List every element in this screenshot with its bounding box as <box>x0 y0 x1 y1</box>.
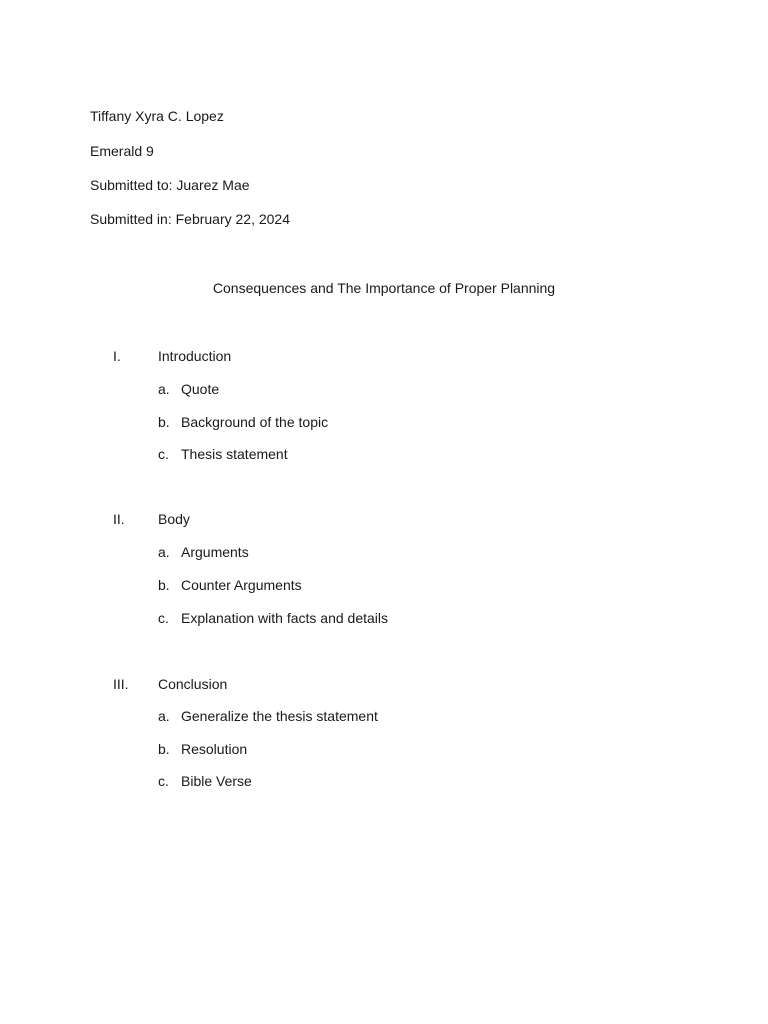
section-numeral: III. <box>113 676 129 692</box>
section-numeral: I. <box>113 348 121 364</box>
section-label: Body <box>158 511 190 527</box>
item-letter: c. <box>158 446 169 462</box>
item-letter: b. <box>158 741 170 757</box>
item-text: Generalize the thesis statement <box>181 708 378 724</box>
item-text: Bible Verse <box>181 773 252 789</box>
item-text: Counter Arguments <box>181 577 302 593</box>
document-title: Consequences and The Importance of Proper Planning <box>212 280 556 296</box>
section-label: Conclusion <box>158 676 228 692</box>
item-letter: b. <box>158 414 170 430</box>
student-name: Tiffany Xyra C. Lopez <box>90 108 224 124</box>
item-letter: a. <box>158 708 170 724</box>
item-letter: c. <box>158 610 169 626</box>
section-numeral: II. <box>113 511 125 527</box>
item-text: Quote <box>181 381 220 397</box>
item-letter: a. <box>158 381 170 397</box>
item-letter: b. <box>158 577 170 593</box>
section-label: Introduction <box>158 348 232 364</box>
submitted-to: Submitted to: Juarez Mae <box>90 177 250 193</box>
submitted-in: Submitted in: February 22, 2024 <box>90 211 291 227</box>
item-letter: c. <box>158 773 169 789</box>
student-section: Emerald 9 <box>90 143 154 159</box>
item-text: Arguments <box>181 544 249 560</box>
item-text: Thesis statement <box>181 446 288 462</box>
item-text: Background of the topic <box>181 414 329 430</box>
item-letter: a. <box>158 544 170 560</box>
item-text: Explanation with facts and details <box>181 610 389 626</box>
item-text: Resolution <box>181 741 248 757</box>
